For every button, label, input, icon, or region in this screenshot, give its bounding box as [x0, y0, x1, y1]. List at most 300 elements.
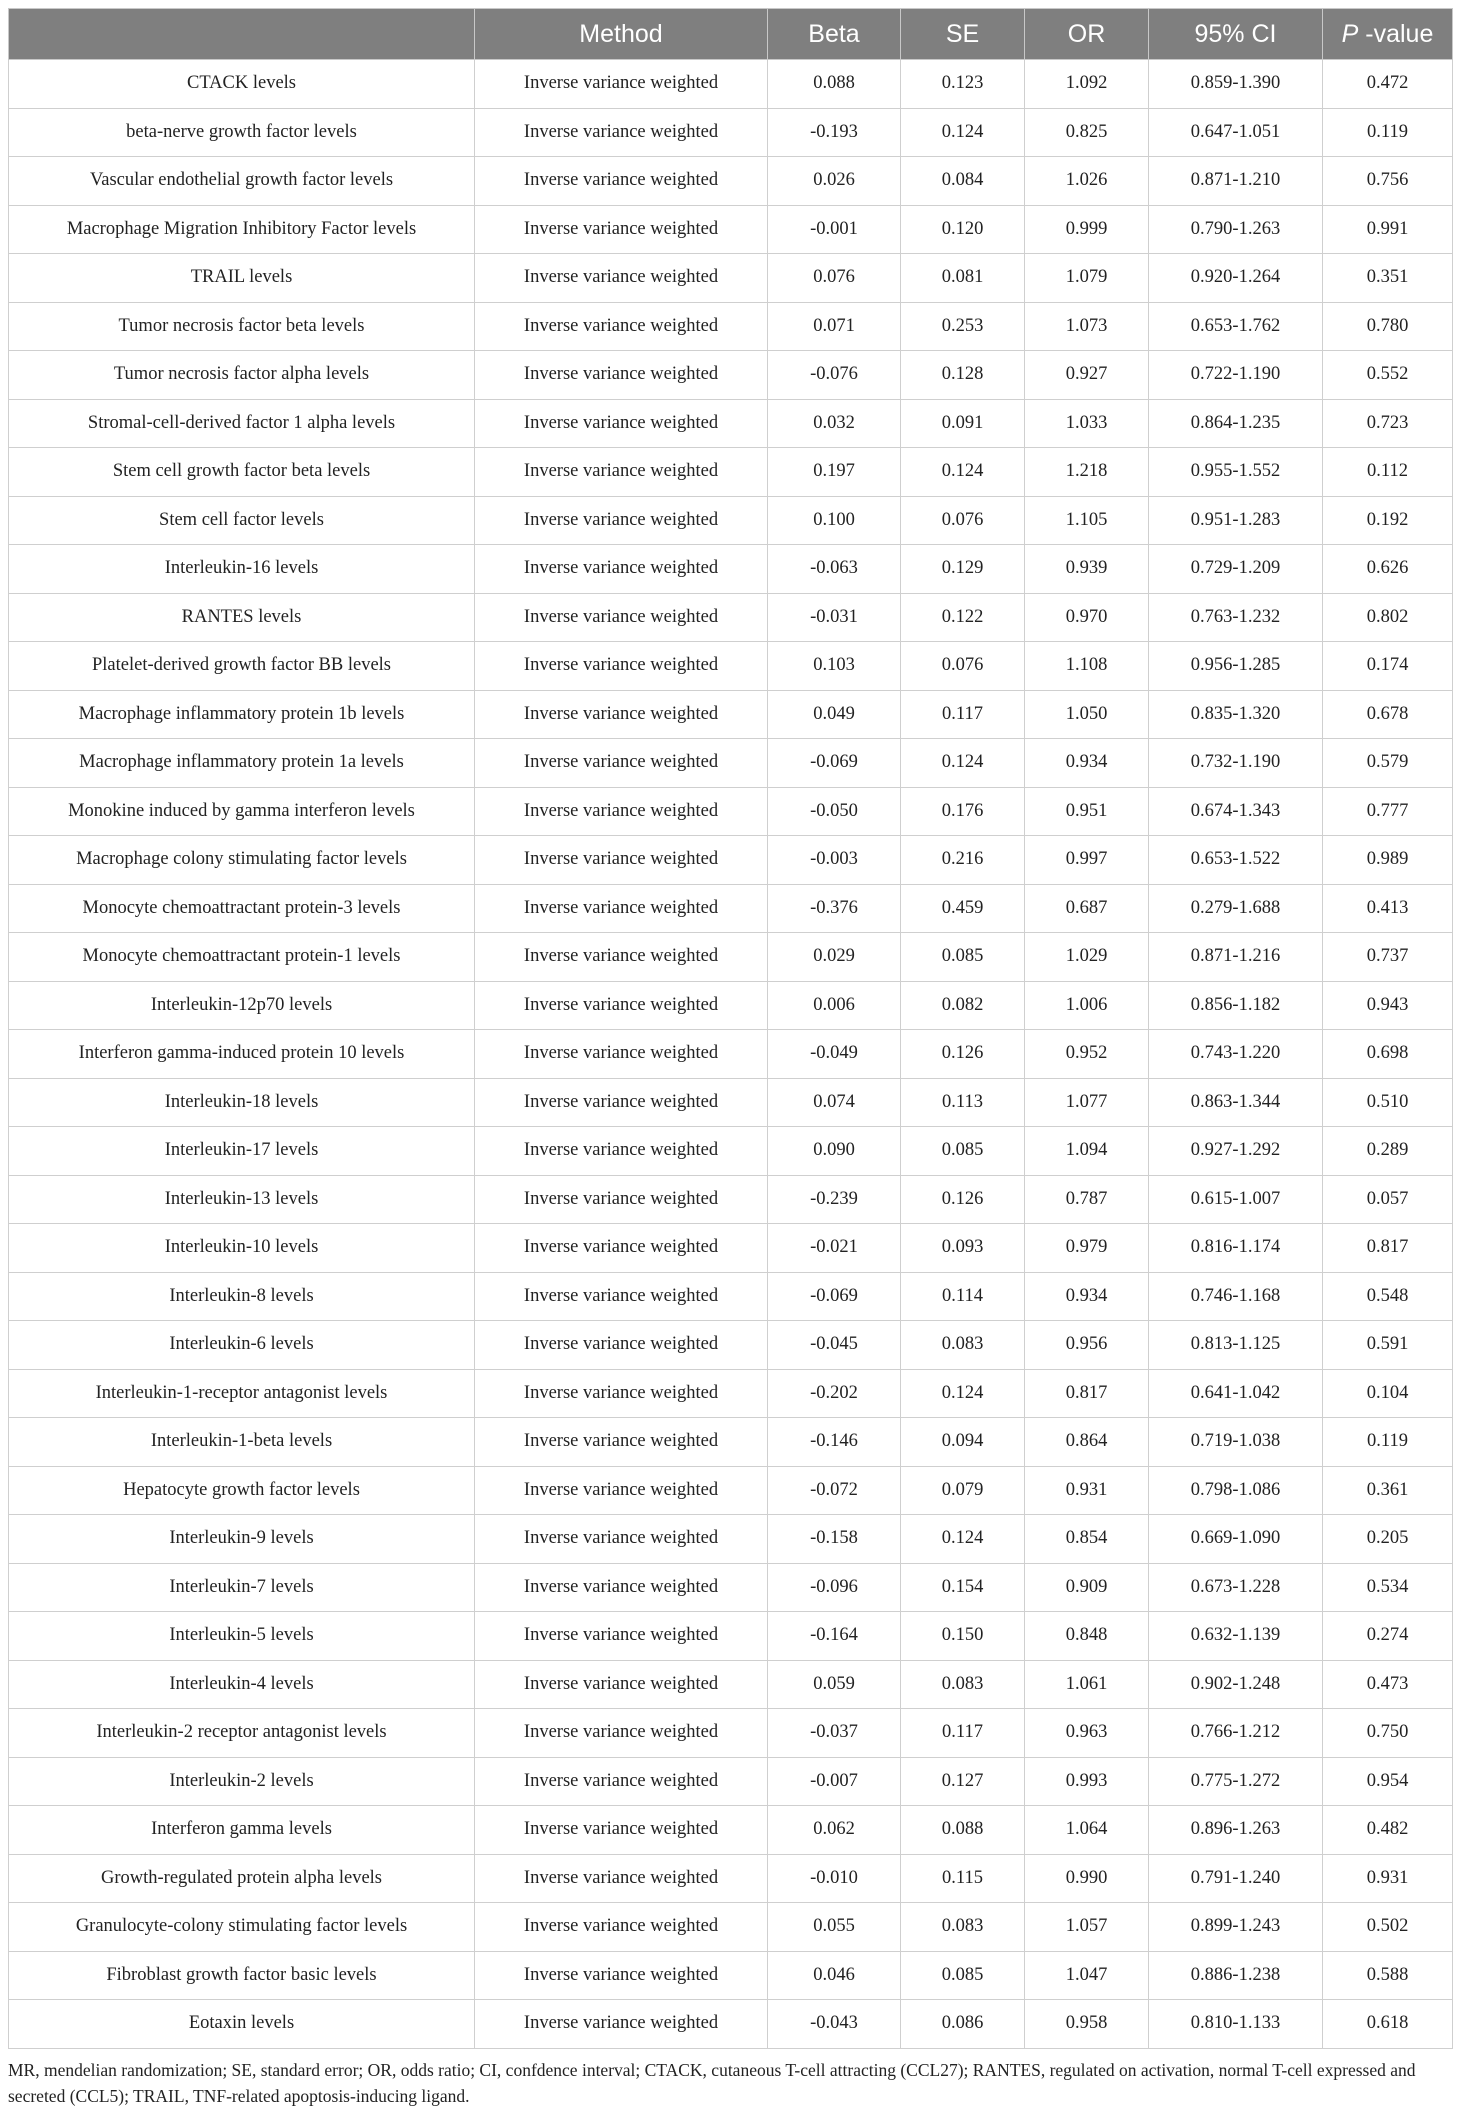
cell-se: 0.076	[901, 496, 1025, 545]
cell-method: Inverse variance weighted	[475, 157, 768, 206]
cell-se: 0.124	[901, 739, 1025, 788]
cell-or: 1.218	[1025, 448, 1149, 497]
cell-beta: 0.032	[768, 399, 901, 448]
cell-p-value: 0.991	[1323, 205, 1453, 254]
cell-or: 1.064	[1025, 1806, 1149, 1855]
cell-name: beta-nerve growth factor levels	[9, 108, 475, 157]
cell-name: Monocyte chemoattractant protein-3 levels	[9, 884, 475, 933]
cell-se: 0.129	[901, 545, 1025, 594]
cell-ci: 0.871-1.210	[1149, 157, 1323, 206]
table-row	[9, 1030, 1453, 1079]
cell-p-value: 0.723	[1323, 399, 1453, 448]
header-se: SE	[901, 9, 1025, 60]
cell-or: 1.073	[1025, 302, 1149, 351]
cell-beta: -0.376	[768, 884, 901, 933]
table-row	[9, 1515, 1453, 1564]
cell-beta: 0.100	[768, 496, 901, 545]
header-name	[9, 9, 475, 60]
cell-se: 0.076	[901, 642, 1025, 691]
cell-p-value: 0.112	[1323, 448, 1453, 497]
cell-se: 0.079	[901, 1466, 1025, 1515]
cell-ci: 0.899-1.243	[1149, 1903, 1323, 1952]
cell-method: Inverse variance weighted	[475, 2000, 768, 2049]
cell-ci: 0.746-1.168	[1149, 1272, 1323, 1321]
cell-method: Inverse variance weighted	[475, 1709, 768, 1758]
cell-se: 0.124	[901, 1369, 1025, 1418]
table-row	[9, 1806, 1453, 1855]
cell-se: 0.114	[901, 1272, 1025, 1321]
cell-p-value: 0.737	[1323, 933, 1453, 982]
cell-method: Inverse variance weighted	[475, 448, 768, 497]
cell-name: CTACK levels	[9, 60, 475, 109]
cell-ci: 0.743-1.220	[1149, 1030, 1323, 1079]
cell-se: 0.113	[901, 1078, 1025, 1127]
table-row	[9, 1127, 1453, 1176]
cell-ci: 0.864-1.235	[1149, 399, 1323, 448]
cell-name: Eotaxin levels	[9, 2000, 475, 2049]
document	[8, 8, 1452, 2109]
cell-beta: -0.193	[768, 108, 901, 157]
cell-ci: 0.871-1.216	[1149, 933, 1323, 982]
cell-name: Monokine induced by gamma interferon levels	[9, 787, 475, 836]
cell-se: 0.127	[901, 1757, 1025, 1806]
cell-se: 0.084	[901, 157, 1025, 206]
cell-ci: 0.790-1.263	[1149, 205, 1323, 254]
cell-p-value: 0.289	[1323, 1127, 1453, 1176]
cell-se: 0.117	[901, 1709, 1025, 1758]
cell-ci: 0.632-1.139	[1149, 1612, 1323, 1661]
header-row	[9, 9, 1453, 60]
cell-method: Inverse variance weighted	[475, 1127, 768, 1176]
cell-ci: 0.886-1.238	[1149, 1951, 1323, 2000]
cell-beta: -0.001	[768, 205, 901, 254]
header-method: Method	[475, 9, 768, 60]
table-row	[9, 1224, 1453, 1273]
cell-p-value: 0.502	[1323, 1903, 1453, 1952]
cell-se: 0.123	[901, 60, 1025, 109]
cell-method: Inverse variance weighted	[475, 108, 768, 157]
cell-ci: 0.766-1.212	[1149, 1709, 1323, 1758]
cell-ci: 0.896-1.263	[1149, 1806, 1323, 1855]
table-row	[9, 448, 1453, 497]
cell-or: 0.970	[1025, 593, 1149, 642]
cell-beta: 0.090	[768, 1127, 901, 1176]
cell-p-value: 0.482	[1323, 1806, 1453, 1855]
cell-method: Inverse variance weighted	[475, 981, 768, 1030]
cell-ci: 0.791-1.240	[1149, 1854, 1323, 1903]
cell-name: Growth-regulated protein alpha levels	[9, 1854, 475, 1903]
cell-method: Inverse variance weighted	[475, 1806, 768, 1855]
cell-p-value: 0.954	[1323, 1757, 1453, 1806]
cell-method: Inverse variance weighted	[475, 399, 768, 448]
cell-name: Interleukin-17 levels	[9, 1127, 475, 1176]
cell-p-value: 0.174	[1323, 642, 1453, 691]
cell-or: 1.079	[1025, 254, 1149, 303]
table-row	[9, 254, 1453, 303]
table-row	[9, 2000, 1453, 2049]
cell-beta: -0.043	[768, 2000, 901, 2049]
cell-or: 0.963	[1025, 1709, 1149, 1758]
cell-name: Interleukin-4 levels	[9, 1660, 475, 1709]
cell-method: Inverse variance weighted	[475, 254, 768, 303]
cell-ci: 0.798-1.086	[1149, 1466, 1323, 1515]
cell-p-value: 0.534	[1323, 1563, 1453, 1612]
table-footnote: MR, mendelian randomization; SE, standard error; OR, odds ratio; CI, confdence interval; CTACK, cutaneous T-cell attracting (CCL27); RANTES, regulated on activation, normal T-cell expressed and secreted (CCL5); TRAIL, TNF-related apoptosis-inducing ligand.	[8, 2059, 1416, 2106]
cell-name: Stem cell factor levels	[9, 496, 475, 545]
cell-name: Stem cell growth factor beta levels	[9, 448, 475, 497]
cell-name: Tumor necrosis factor beta levels	[9, 302, 475, 351]
table-row	[9, 351, 1453, 400]
cell-method: Inverse variance weighted	[475, 1175, 768, 1224]
results-table	[8, 8, 1453, 2049]
cell-beta: 0.046	[768, 1951, 901, 2000]
header-ci: 95% CI	[1149, 9, 1323, 60]
cell-name: Interleukin-1-receptor antagonist levels	[9, 1369, 475, 1418]
cell-name: TRAIL levels	[9, 254, 475, 303]
cell-beta: -0.049	[768, 1030, 901, 1079]
cell-method: Inverse variance weighted	[475, 1660, 768, 1709]
table-row	[9, 1418, 1453, 1467]
table-row	[9, 157, 1453, 206]
table-row	[9, 981, 1453, 1030]
cell-or: 0.990	[1025, 1854, 1149, 1903]
cell-or: 0.958	[1025, 2000, 1149, 2049]
cell-or: 0.848	[1025, 1612, 1149, 1661]
cell-name: Monocyte chemoattractant protein-1 levels	[9, 933, 475, 982]
cell-beta: -0.069	[768, 739, 901, 788]
cell-or: 0.825	[1025, 108, 1149, 157]
header-beta: Beta	[768, 9, 901, 60]
cell-p-value: 0.588	[1323, 1951, 1453, 2000]
cell-p-value: 0.618	[1323, 2000, 1453, 2049]
cell-ci: 0.673-1.228	[1149, 1563, 1323, 1612]
cell-method: Inverse variance weighted	[475, 1757, 768, 1806]
cell-se: 0.081	[901, 254, 1025, 303]
cell-se: 0.459	[901, 884, 1025, 933]
cell-name: Granulocyte-colony stimulating factor levels	[9, 1903, 475, 1952]
table-row	[9, 108, 1453, 157]
cell-p-value: 0.205	[1323, 1515, 1453, 1564]
cell-name: Macrophage inflammatory protein 1b levels	[9, 690, 475, 739]
header-p-italic: P	[1341, 19, 1359, 48]
cell-p-value: 0.104	[1323, 1369, 1453, 1418]
cell-se: 0.117	[901, 690, 1025, 739]
cell-or: 0.927	[1025, 351, 1149, 400]
cell-ci: 0.669-1.090	[1149, 1515, 1323, 1564]
cell-beta: -0.050	[768, 787, 901, 836]
cell-se: 0.083	[901, 1660, 1025, 1709]
cell-beta: 0.071	[768, 302, 901, 351]
cell-method: Inverse variance weighted	[475, 884, 768, 933]
cell-se: 0.093	[901, 1224, 1025, 1273]
cell-p-value: 0.780	[1323, 302, 1453, 351]
cell-se: 0.126	[901, 1030, 1025, 1079]
table-row	[9, 496, 1453, 545]
cell-p-value: 0.413	[1323, 884, 1453, 933]
table-row	[9, 60, 1453, 109]
cell-p-value: 0.552	[1323, 351, 1453, 400]
cell-or: 1.108	[1025, 642, 1149, 691]
cell-se: 0.086	[901, 2000, 1025, 2049]
cell-se: 0.253	[901, 302, 1025, 351]
cell-p-value: 0.591	[1323, 1321, 1453, 1370]
cell-se: 0.085	[901, 1127, 1025, 1176]
cell-p-value: 0.943	[1323, 981, 1453, 1030]
cell-beta: -0.003	[768, 836, 901, 885]
cell-ci: 0.279-1.688	[1149, 884, 1323, 933]
cell-method: Inverse variance weighted	[475, 1563, 768, 1612]
cell-name: Interleukin-6 levels	[9, 1321, 475, 1370]
table-row	[9, 1466, 1453, 1515]
cell-method: Inverse variance weighted	[475, 1466, 768, 1515]
table-row	[9, 1709, 1453, 1758]
table-row	[9, 205, 1453, 254]
cell-or: 1.061	[1025, 1660, 1149, 1709]
cell-beta: 0.103	[768, 642, 901, 691]
cell-p-value: 0.351	[1323, 254, 1453, 303]
cell-method: Inverse variance weighted	[475, 836, 768, 885]
cell-se: 0.128	[901, 351, 1025, 400]
cell-se: 0.124	[901, 448, 1025, 497]
header-or: OR	[1025, 9, 1149, 60]
cell-beta: -0.031	[768, 593, 901, 642]
cell-beta: -0.076	[768, 351, 901, 400]
cell-or: 1.092	[1025, 60, 1149, 109]
cell-p-value: 0.750	[1323, 1709, 1453, 1758]
cell-beta: 0.055	[768, 1903, 901, 1952]
cell-name: Hepatocyte growth factor levels	[9, 1466, 475, 1515]
table-row	[9, 787, 1453, 836]
cell-se: 0.216	[901, 836, 1025, 885]
cell-p-value: 0.057	[1323, 1175, 1453, 1224]
cell-se: 0.150	[901, 1612, 1025, 1661]
cell-ci: 0.732-1.190	[1149, 739, 1323, 788]
cell-method: Inverse variance weighted	[475, 593, 768, 642]
cell-ci: 0.920-1.264	[1149, 254, 1323, 303]
cell-or: 0.999	[1025, 205, 1149, 254]
cell-name: Interleukin-9 levels	[9, 1515, 475, 1564]
table-row	[9, 1660, 1453, 1709]
cell-or: 1.026	[1025, 157, 1149, 206]
cell-ci: 0.763-1.232	[1149, 593, 1323, 642]
cell-method: Inverse variance weighted	[475, 1612, 768, 1661]
cell-method: Inverse variance weighted	[475, 545, 768, 594]
cell-ci: 0.653-1.762	[1149, 302, 1323, 351]
cell-name: RANTES levels	[9, 593, 475, 642]
cell-se: 0.154	[901, 1563, 1025, 1612]
cell-beta: 0.026	[768, 157, 901, 206]
cell-name: Interleukin-16 levels	[9, 545, 475, 594]
table-row	[9, 1612, 1453, 1661]
cell-ci: 0.615-1.007	[1149, 1175, 1323, 1224]
cell-se: 0.115	[901, 1854, 1025, 1903]
cell-or: 1.047	[1025, 1951, 1149, 2000]
header-p-value	[1323, 9, 1453, 60]
cell-beta: -0.010	[768, 1854, 901, 1903]
cell-method: Inverse variance weighted	[475, 496, 768, 545]
cell-method: Inverse variance weighted	[475, 787, 768, 836]
cell-ci: 0.719-1.038	[1149, 1418, 1323, 1467]
cell-method: Inverse variance weighted	[475, 205, 768, 254]
cell-name: Interleukin-1-beta levels	[9, 1418, 475, 1467]
cell-p-value: 0.274	[1323, 1612, 1453, 1661]
cell-beta: 0.059	[768, 1660, 901, 1709]
cell-method: Inverse variance weighted	[475, 642, 768, 691]
cell-se: 0.085	[901, 933, 1025, 982]
cell-or: 0.952	[1025, 1030, 1149, 1079]
cell-ci: 0.956-1.285	[1149, 642, 1323, 691]
cell-method: Inverse variance weighted	[475, 351, 768, 400]
cell-beta: 0.049	[768, 690, 901, 739]
cell-se: 0.085	[901, 1951, 1025, 2000]
table-row	[9, 302, 1453, 351]
cell-p-value: 0.989	[1323, 836, 1453, 885]
table-row	[9, 1175, 1453, 1224]
cell-beta: 0.076	[768, 254, 901, 303]
cell-se: 0.122	[901, 593, 1025, 642]
cell-or: 0.864	[1025, 1418, 1149, 1467]
table-row	[9, 884, 1453, 933]
cell-beta: 0.088	[768, 60, 901, 109]
cell-method: Inverse variance weighted	[475, 1515, 768, 1564]
cell-name: Interleukin-2 levels	[9, 1757, 475, 1806]
cell-or: 1.094	[1025, 1127, 1149, 1176]
cell-method: Inverse variance weighted	[475, 1030, 768, 1079]
cell-or: 1.057	[1025, 1903, 1149, 1952]
cell-method: Inverse variance weighted	[475, 1418, 768, 1467]
cell-se: 0.120	[901, 205, 1025, 254]
cell-name: Interleukin-13 levels	[9, 1175, 475, 1224]
cell-p-value: 0.192	[1323, 496, 1453, 545]
cell-beta: -0.202	[768, 1369, 901, 1418]
table-row	[9, 642, 1453, 691]
cell-se: 0.082	[901, 981, 1025, 1030]
cell-or: 0.817	[1025, 1369, 1149, 1418]
table-row	[9, 1903, 1453, 1952]
cell-ci: 0.647-1.051	[1149, 108, 1323, 157]
cell-ci: 0.674-1.343	[1149, 787, 1323, 836]
cell-beta: 0.197	[768, 448, 901, 497]
cell-beta: 0.006	[768, 981, 901, 1030]
cell-name: Macrophage colony stimulating factor levels	[9, 836, 475, 885]
cell-ci: 0.927-1.292	[1149, 1127, 1323, 1176]
table-row	[9, 836, 1453, 885]
cell-p-value: 0.756	[1323, 157, 1453, 206]
cell-name: Interleukin-12p70 levels	[9, 981, 475, 1030]
cell-p-value: 0.802	[1323, 593, 1453, 642]
cell-name: Interleukin-2 receptor antagonist levels	[9, 1709, 475, 1758]
cell-beta: -0.069	[768, 1272, 901, 1321]
cell-name: Vascular endothelial growth factor levels	[9, 157, 475, 206]
table-row	[9, 1272, 1453, 1321]
cell-or: 0.993	[1025, 1757, 1149, 1806]
header-p-rest: -value	[1358, 19, 1434, 48]
cell-or: 0.939	[1025, 545, 1149, 594]
cell-p-value: 0.119	[1323, 108, 1453, 157]
cell-or: 1.105	[1025, 496, 1149, 545]
cell-method: Inverse variance weighted	[475, 933, 768, 982]
cell-method: Inverse variance weighted	[475, 1321, 768, 1370]
cell-method: Inverse variance weighted	[475, 1078, 768, 1127]
cell-or: 0.687	[1025, 884, 1149, 933]
cell-method: Inverse variance weighted	[475, 739, 768, 788]
table-row	[9, 933, 1453, 982]
cell-beta: -0.045	[768, 1321, 901, 1370]
cell-beta: 0.029	[768, 933, 901, 982]
cell-or: 1.029	[1025, 933, 1149, 982]
cell-p-value: 0.119	[1323, 1418, 1453, 1467]
cell-method: Inverse variance weighted	[475, 1369, 768, 1418]
cell-se: 0.091	[901, 399, 1025, 448]
cell-or: 0.951	[1025, 787, 1149, 836]
cell-p-value: 0.931	[1323, 1854, 1453, 1903]
cell-ci: 0.813-1.125	[1149, 1321, 1323, 1370]
cell-p-value: 0.510	[1323, 1078, 1453, 1127]
cell-p-value: 0.626	[1323, 545, 1453, 594]
cell-beta: -0.239	[768, 1175, 901, 1224]
cell-p-value: 0.678	[1323, 690, 1453, 739]
cell-se: 0.088	[901, 1806, 1025, 1855]
cell-method: Inverse variance weighted	[475, 302, 768, 351]
cell-name: Interferon gamma-induced protein 10 levels	[9, 1030, 475, 1079]
cell-se: 0.083	[901, 1903, 1025, 1952]
cell-ci: 0.856-1.182	[1149, 981, 1323, 1030]
cell-p-value: 0.698	[1323, 1030, 1453, 1079]
cell-name: Macrophage inflammatory protein 1a levels	[9, 739, 475, 788]
cell-or: 0.934	[1025, 1272, 1149, 1321]
cell-name: Interleukin-10 levels	[9, 1224, 475, 1273]
cell-ci: 0.955-1.552	[1149, 448, 1323, 497]
cell-se: 0.083	[901, 1321, 1025, 1370]
table-row	[9, 593, 1453, 642]
table-row	[9, 690, 1453, 739]
cell-or: 1.050	[1025, 690, 1149, 739]
cell-ci: 0.816-1.174	[1149, 1224, 1323, 1273]
cell-ci: 0.729-1.209	[1149, 545, 1323, 594]
cell-method: Inverse variance weighted	[475, 1224, 768, 1273]
cell-ci: 0.641-1.042	[1149, 1369, 1323, 1418]
cell-method: Inverse variance weighted	[475, 1272, 768, 1321]
cell-se: 0.176	[901, 787, 1025, 836]
cell-name: Fibroblast growth factor basic levels	[9, 1951, 475, 2000]
table-row	[9, 1757, 1453, 1806]
cell-se: 0.126	[901, 1175, 1025, 1224]
cell-beta: 0.074	[768, 1078, 901, 1127]
cell-or: 0.854	[1025, 1515, 1149, 1564]
cell-method: Inverse variance weighted	[475, 1903, 768, 1952]
cell-p-value: 0.472	[1323, 60, 1453, 109]
cell-ci: 0.775-1.272	[1149, 1757, 1323, 1806]
cell-or: 1.033	[1025, 399, 1149, 448]
cell-ci: 0.653-1.522	[1149, 836, 1323, 885]
cell-name: Platelet-derived growth factor BB levels	[9, 642, 475, 691]
cell-se: 0.124	[901, 108, 1025, 157]
cell-beta: -0.146	[768, 1418, 901, 1467]
table-row	[9, 1078, 1453, 1127]
cell-or: 0.934	[1025, 739, 1149, 788]
cell-beta: -0.096	[768, 1563, 901, 1612]
cell-p-value: 0.579	[1323, 739, 1453, 788]
cell-ci: 0.835-1.320	[1149, 690, 1323, 739]
table-row	[9, 739, 1453, 788]
cell-beta: -0.007	[768, 1757, 901, 1806]
cell-beta: -0.164	[768, 1612, 901, 1661]
cell-ci: 0.859-1.390	[1149, 60, 1323, 109]
cell-name: Interferon gamma levels	[9, 1806, 475, 1855]
cell-ci: 0.863-1.344	[1149, 1078, 1323, 1127]
table-row	[9, 1369, 1453, 1418]
cell-ci: 0.810-1.133	[1149, 2000, 1323, 2049]
